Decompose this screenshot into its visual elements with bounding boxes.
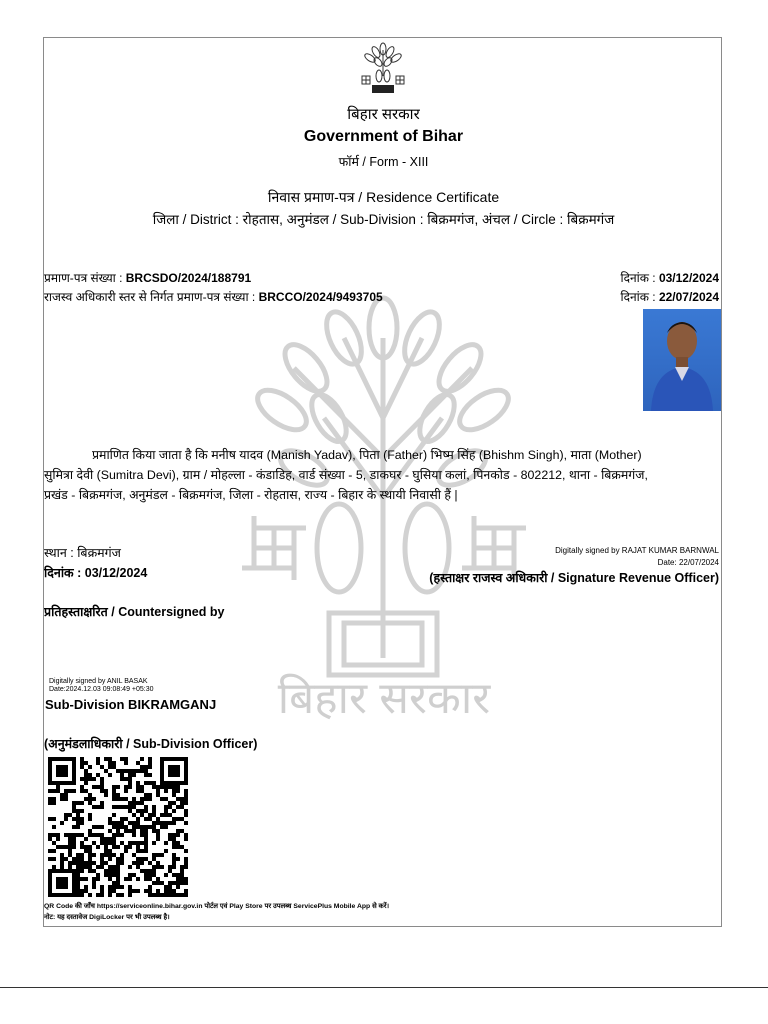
certificate-number — [44, 269, 251, 286]
certificate-body — [44, 445, 721, 505]
place-date: दिनांक : 03/12/2024 — [44, 566, 148, 580]
issue-date-value: 03/12/2024 — [658, 271, 719, 285]
body-line-3: प्रखंड - बिक्रमगंज, अनुमंडल - बिक्रमगंज, जिला - रोहतास, राज्य - बिहार के स्थायी निवासी हैं | — [44, 488, 458, 502]
certificate-number-label: प्रमाण-पत्र संख्या : — [44, 271, 126, 285]
sub-division-office: Sub-Division BIKRAMGANJ — [45, 697, 217, 712]
digilocker-note: नोट: यह दस्तावेज DigiLocker पर भी उपलब्ध है। — [44, 914, 170, 921]
page-divider — [0, 987, 768, 988]
certificate-number-value: BRCSDO/2024/188791 — [125, 271, 252, 285]
sdo-signature-date: Date:2024.12.03 09:08:49 +05:30 — [49, 686, 154, 693]
bihar-emblem-icon — [354, 42, 412, 94]
revenue-number-label: राजस्व अधिकारी स्तर से निर्गत प्रमाण-पत्र संख्या : — [44, 290, 259, 304]
qr-verification-note: QR Code की जाँच https://serviceonline.bihar.gov.in पोर्टल एवं Play Store पर उपलब्ध ServicePlus Mobile App से करें। — [44, 903, 390, 910]
countersigned-label: प्रतिहस्ताक्षरित / Countersigned by — [44, 605, 225, 619]
issue-date — [620, 269, 719, 286]
applicant-photo — [643, 309, 721, 411]
revenue-number-value: BRCCO/2024/9493705 — [258, 290, 383, 304]
place: स्थान : बिक्रमगंज — [44, 546, 121, 560]
issue-date-label: दिनांक : — [620, 271, 659, 285]
revenue-officer-title: (हस्ताक्षर राजस्व अधिकारी / Signature Revenue Officer) — [429, 571, 719, 585]
revenue-digital-signature: Digitally signed by RAJAT KUMAR BARNWAL — [555, 546, 719, 555]
revenue-date — [620, 288, 719, 305]
certificate-sheet — [43, 37, 722, 927]
person-photo-icon — [643, 309, 721, 411]
form-number: फॉर्म / Form - XIII — [338, 155, 429, 169]
revenue-signature-date: Date: 22/07/2024 — [657, 558, 719, 567]
govt-hindi-title: बिहार सरकार — [347, 106, 420, 123]
sdo-title: (अनुमंडलाधिकारी / Sub-Division Officer) — [44, 737, 258, 751]
sdo-digital-signature: Digitally signed by ANIL BASAK — [49, 678, 148, 685]
district-line: जिला / District : रोहतास, अनुमंडल / Sub-Division : बिक्रमगंज, अंचल / Circle : बिक्रमगंज — [152, 212, 615, 227]
revenue-officer-signature — [429, 546, 719, 586]
revenue-certificate-number — [44, 288, 383, 305]
watermark-text: बिहार सरकार — [277, 674, 491, 723]
body-line-2: सुमित्रा देवी (Sumitra Devi), ग्राम / मोहल्ला - कंडाडिह, वार्ड संख्या - 5, डाकघर - घुसिया कलां, पिनकोड - 802212, थाना - बिक्रमगंज, — [44, 468, 648, 482]
certificate-title: निवास प्रमाण-पत्र / Residence Certificate — [267, 189, 500, 205]
revenue-date-label: दिनांक : — [620, 290, 659, 304]
qr-code-icon[interactable] — [48, 756, 188, 898]
body-line-1: प्रमाणित किया जाता है कि मनीष यादव (Manish Yadav), पिता (Father) भिष्म सिंह (Bhishm Singh), माता (Mother) — [92, 448, 642, 462]
revenue-date-value: 22/07/2024 — [658, 290, 719, 304]
govt-english-title: Government of Bihar — [303, 128, 464, 145]
